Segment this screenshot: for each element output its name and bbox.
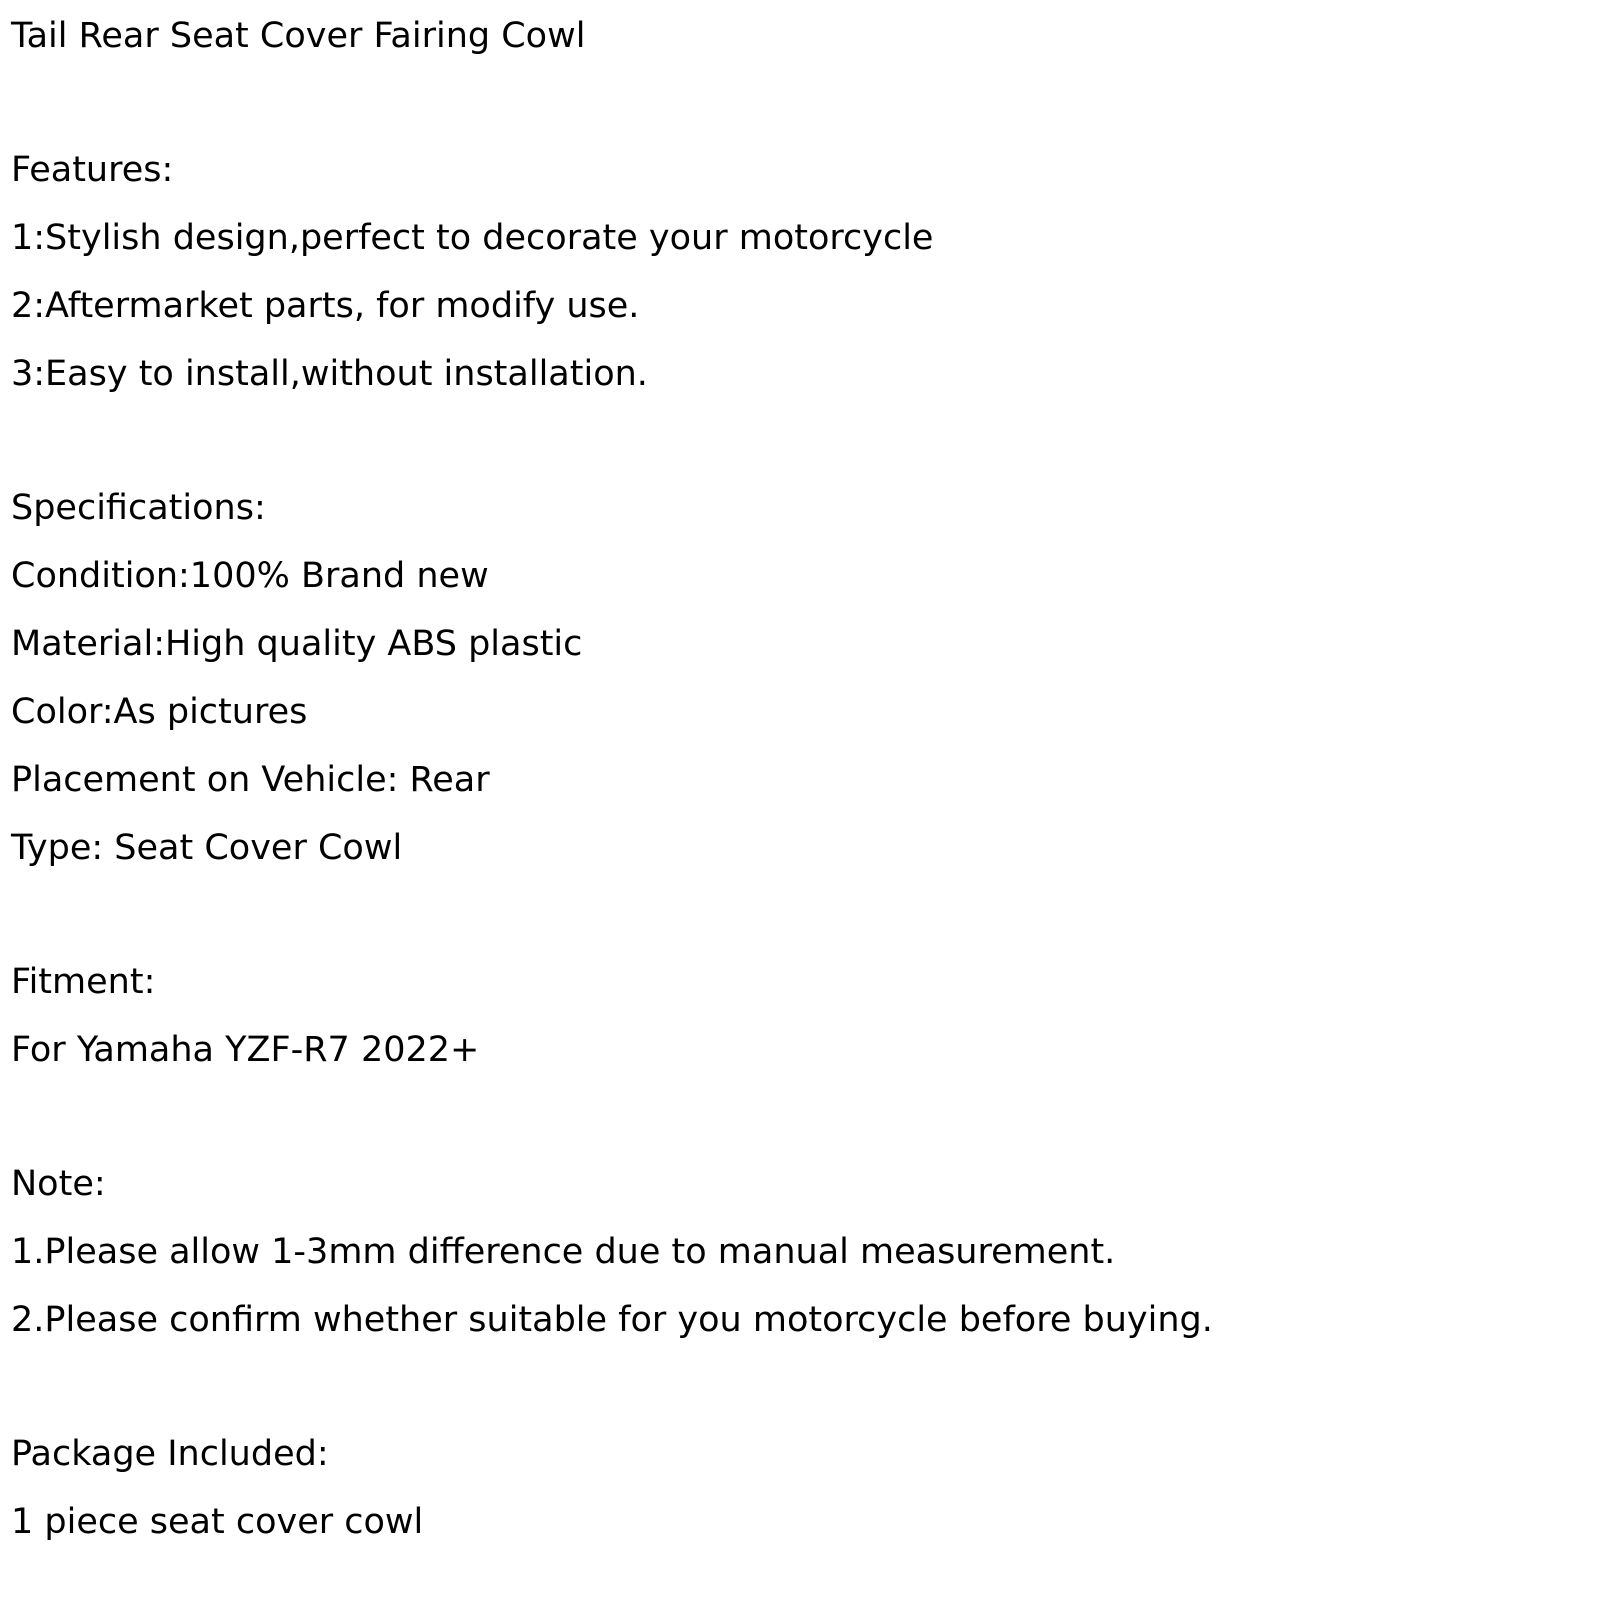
fitment-item: For Yamaha YZF-R7 2022+ bbox=[11, 1030, 480, 1070]
note-item: 2.Please confirm whether suitable for you motorcycle before buying. bbox=[11, 1300, 1213, 1340]
product-title: Tail Rear Seat Cover Fairing Cowl bbox=[11, 16, 586, 56]
specifications-heading: Specifications: bbox=[11, 488, 266, 528]
package-heading: Package Included: bbox=[11, 1434, 329, 1474]
specification-item: Type: Seat Cover Cowl bbox=[11, 828, 403, 868]
fitment-heading: Fitment: bbox=[11, 962, 156, 1002]
specification-item: Placement on Vehicle: Rear bbox=[11, 760, 490, 800]
specification-item: Condition:100% Brand new bbox=[11, 556, 489, 596]
feature-item: 3:Easy to install,without installation. bbox=[11, 354, 648, 394]
specification-item: Material:High quality ABS plastic bbox=[11, 624, 583, 664]
note-heading: Note: bbox=[11, 1164, 106, 1204]
features-heading: Features: bbox=[11, 150, 174, 190]
specification-item: Color:As pictures bbox=[11, 692, 308, 732]
package-item: 1 piece seat cover cowl bbox=[11, 1502, 424, 1542]
note-item: 1.Please allow 1-3mm difference due to manual measurement. bbox=[11, 1232, 1116, 1272]
feature-item: 1:Stylish design,perfect to decorate your motorcycle bbox=[11, 218, 934, 258]
feature-item: 2:Aftermarket parts, for modify use. bbox=[11, 286, 640, 326]
